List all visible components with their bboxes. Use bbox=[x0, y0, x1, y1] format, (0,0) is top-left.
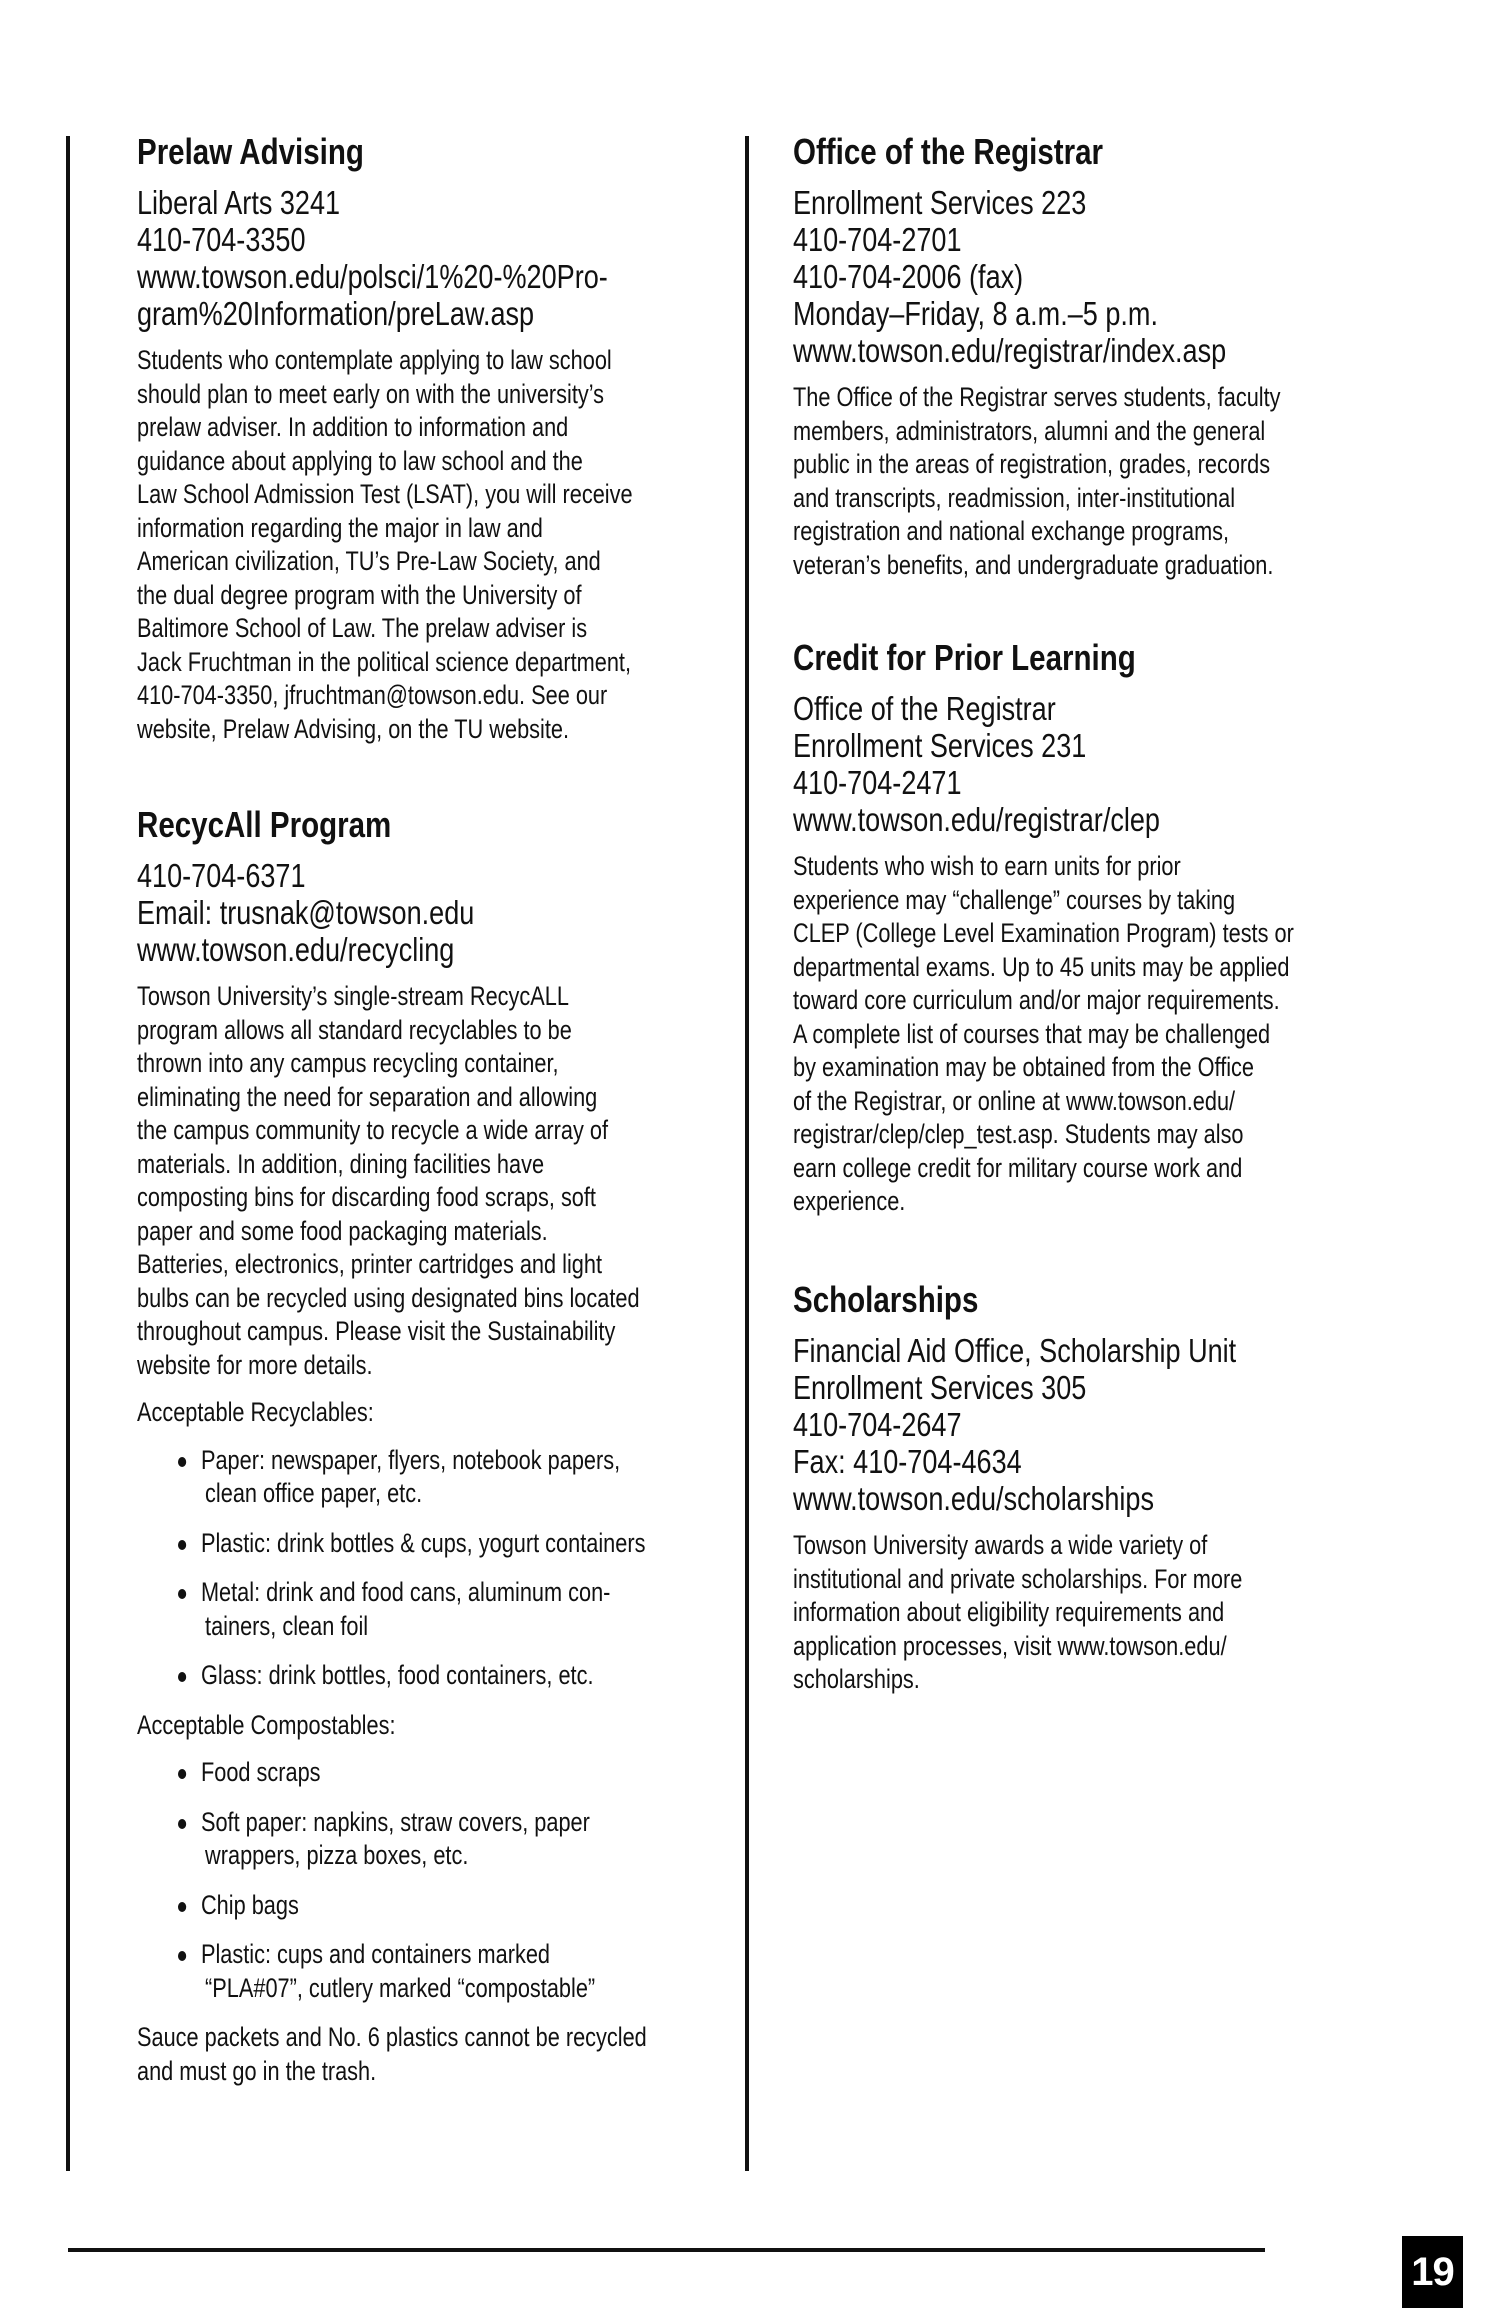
section-title: Credit for Prior Learning bbox=[793, 637, 1136, 678]
contact-block bbox=[137, 184, 621, 332]
text-line: registration and national exchange programs, bbox=[793, 516, 1230, 546]
list-item-text: Soft paper: napkins, straw covers, paper bbox=[200, 1806, 590, 1837]
text-line: Towson University awards a wide variety of bbox=[793, 1530, 1208, 1560]
list-item-text: Paper: newspaper, flyers, notebook papers, bbox=[200, 1444, 621, 1475]
text-line: the dual degree program with the University of bbox=[137, 579, 582, 610]
list-item bbox=[137, 1527, 646, 1561]
list-item-text: Food scraps bbox=[200, 1757, 321, 1787]
list-item bbox=[137, 1576, 621, 1643]
page-number bbox=[1402, 2236, 1463, 2308]
text-line: 410-704-2471 bbox=[793, 764, 962, 801]
text-line: Jack Fruchtman in the political science department, bbox=[137, 646, 631, 677]
bullet-icon bbox=[178, 1672, 186, 1682]
text-line: scholarships. bbox=[793, 1664, 920, 1694]
bullet-icon bbox=[178, 1769, 186, 1779]
text-line: earn college credit for military course work and bbox=[793, 1152, 1243, 1183]
bullet-icon bbox=[178, 1540, 186, 1550]
text-line: throughout campus. Please visit the Sustainability bbox=[137, 1316, 616, 1346]
recyclables-label: Acceptable Recyclables: bbox=[137, 1397, 374, 1427]
text-line: 410-704-2701 bbox=[793, 221, 962, 258]
section-body bbox=[793, 850, 1294, 1219]
section-title: RecycAll Program bbox=[137, 804, 392, 845]
text-line: American civilization, TU’s Pre-Law Society, and bbox=[137, 546, 601, 576]
text-line: should plan to meet early on with the university’s bbox=[137, 378, 605, 409]
text-line: Enrollment Services 223 bbox=[793, 184, 1087, 221]
section-body bbox=[137, 980, 640, 1382]
text-line: Fax: 410-704-4634 bbox=[793, 1443, 1022, 1480]
text-line: www.towson.edu/scholarships bbox=[793, 1480, 1154, 1517]
text-line: thrown into any campus recycling container, bbox=[137, 1048, 559, 1078]
text-line: public in the areas of registration, grades, records bbox=[793, 449, 1271, 479]
text-line: of the Registrar, or online at www.towson.edu/ bbox=[793, 1085, 1236, 1116]
list-item-text: clean office paper, etc. bbox=[205, 1478, 423, 1508]
bullet-icon bbox=[178, 1902, 186, 1912]
bullet-icon bbox=[178, 1951, 186, 1961]
text-line: experience. bbox=[793, 1186, 906, 1216]
text-line: eliminating the need for separation and allowing bbox=[137, 1081, 598, 1112]
text-line: www.towson.edu/recycling bbox=[137, 931, 455, 968]
text-line: program allows all standard recyclables to be bbox=[137, 1014, 572, 1045]
text-line: website, Prelaw Advising, on the TU website. bbox=[137, 713, 570, 744]
text-line: and transcripts, readmission, inter-institutional bbox=[793, 482, 1236, 513]
text-line: Financial Aid Office, Scholarship Unit bbox=[793, 1332, 1237, 1369]
list-item bbox=[137, 1659, 621, 1693]
text-line: 410-704-3350, jfruchtman@towson.edu. See our bbox=[137, 680, 608, 710]
contact-block bbox=[137, 857, 621, 968]
text-line: by examination may be obtained from the Office bbox=[793, 1052, 1255, 1082]
text-line: Towson University’s single-stream RecycALL bbox=[137, 981, 569, 1011]
list-item bbox=[137, 1806, 621, 1873]
contact-block bbox=[793, 184, 1285, 369]
compostables-list bbox=[137, 1756, 621, 2005]
text-line: information regarding the major in law and bbox=[137, 512, 543, 543]
text-line: 410-704-2647 bbox=[793, 1406, 962, 1443]
text-line: Enrollment Services 305 bbox=[793, 1369, 1087, 1406]
list-item-text: wrappers, pizza boxes, etc. bbox=[205, 1840, 469, 1870]
page-number-text: 19 bbox=[1411, 2249, 1454, 2294]
text-line: The Office of the Registrar serves students, faculty bbox=[793, 382, 1281, 412]
text-line: Enrollment Services 231 bbox=[793, 727, 1087, 764]
section-body bbox=[793, 381, 1285, 582]
text-line: 410-704-3350 bbox=[137, 221, 306, 258]
list-item-text: “PLA#07”, cutlery marked “compostable” bbox=[205, 1972, 596, 2003]
center-column-rule bbox=[745, 136, 749, 2171]
list-item-text: tainers, clean foil bbox=[205, 1610, 369, 1641]
list-item bbox=[137, 1889, 621, 1923]
text-line: prelaw adviser. In addition to information and bbox=[137, 412, 569, 442]
bullet-icon bbox=[178, 1819, 186, 1829]
text-line: paper and some food packaging materials. bbox=[137, 1215, 548, 1246]
bullet-icon bbox=[178, 1589, 186, 1599]
text-line: 410-704-2006 (fax) bbox=[793, 258, 1024, 295]
section-title: Scholarships bbox=[793, 1279, 979, 1320]
text-line: www.towson.edu/polsci/1%20-%20Pro- bbox=[137, 258, 608, 295]
text-line: and must go in the trash. bbox=[137, 2055, 377, 2086]
section-body bbox=[793, 1529, 1285, 1697]
section-credit-for-prior-learning bbox=[793, 636, 1294, 1219]
text-line: information about eligibility requirements and bbox=[793, 1597, 1225, 1627]
list-item bbox=[137, 1756, 621, 1790]
text-line: guidance about applying to law school and the bbox=[137, 445, 583, 476]
section-prelaw-advising bbox=[137, 130, 633, 746]
text-line: Students who contemplate applying to law school bbox=[137, 345, 612, 375]
text-line: 410-704-6371 bbox=[137, 857, 306, 894]
text-line: www.towson.edu/registrar/clep bbox=[793, 801, 1160, 838]
text-line: application processes, visit www.towson.edu/ bbox=[793, 1630, 1227, 1661]
text-line: Monday–Friday, 8 a.m.–5 p.m. bbox=[793, 295, 1158, 332]
text-line: gram%20Information/preLaw.asp bbox=[137, 295, 535, 332]
text-line: composting bins for discarding food scraps, soft bbox=[137, 1182, 596, 1212]
list-item-text: Plastic: cups and containers marked bbox=[200, 1939, 551, 1969]
section-recycall-program bbox=[137, 803, 647, 2088]
text-line: website for more details. bbox=[137, 1349, 373, 1380]
list-item-text: Chip bags bbox=[200, 1889, 299, 1920]
footer-rule bbox=[68, 2248, 1265, 2252]
text-line: veteran’s benefits, and undergraduate graduation. bbox=[793, 549, 1274, 580]
list-item-text: Plastic: drink bottles & cups, yogurt containers bbox=[200, 1527, 646, 1558]
text-line: bulbs can be recycled using designated bins located bbox=[137, 1282, 640, 1313]
text-line: toward core curriculum and/or major requirements. bbox=[793, 985, 1280, 1015]
text-line: Office of the Registrar bbox=[793, 690, 1056, 727]
text-line: Batteries, electronics, printer cartridges and light bbox=[137, 1249, 603, 1279]
contact-block bbox=[793, 1332, 1285, 1517]
list-item-text: Metal: drink and food cans, aluminum con- bbox=[200, 1577, 611, 1607]
text-line: institutional and private scholarships. For more bbox=[793, 1563, 1243, 1594]
bullet-icon bbox=[178, 1457, 186, 1467]
footer-note bbox=[137, 2021, 647, 2088]
text-line: registrar/clep/clep_test.asp. Students may also bbox=[793, 1119, 1244, 1149]
text-line: A complete list of courses that may be challenged bbox=[793, 1018, 1271, 1049]
section-title: Office of the Registrar bbox=[793, 131, 1104, 172]
section-title: Prelaw Advising bbox=[137, 131, 364, 172]
section-scholarships bbox=[793, 1278, 1285, 1697]
section-body bbox=[137, 344, 633, 746]
text-line: Students who wish to earn units for prior bbox=[793, 851, 1181, 881]
list-item bbox=[137, 1938, 621, 2005]
text-line: departmental exams. Up to 45 units may be applied bbox=[793, 951, 1290, 982]
text-line: Sauce packets and No. 6 plastics cannot be recycled bbox=[137, 2022, 647, 2052]
list-item bbox=[137, 1444, 621, 1511]
text-line: Law School Admission Test (LSAT), you will receive bbox=[137, 479, 633, 509]
compostables-label: Acceptable Compostables: bbox=[137, 1709, 396, 1740]
text-line: the campus community to recycle a wide array of bbox=[137, 1115, 609, 1145]
text-line: www.towson.edu/registrar/index.asp bbox=[793, 332, 1227, 369]
section-office-of-the-registrar bbox=[793, 130, 1285, 582]
text-line: members, administrators, alumni and the general bbox=[793, 415, 1266, 446]
text-line: Baltimore School of Law. The prelaw adviser is bbox=[137, 613, 588, 643]
list-item-text: Glass: drink bottles, food containers, etc. bbox=[200, 1660, 594, 1690]
text-line: Liberal Arts 3241 bbox=[137, 184, 341, 221]
text-line: Email: trusnak@towson.edu bbox=[137, 894, 475, 931]
text-line: materials. In addition, dining facilities have bbox=[137, 1148, 545, 1179]
text-line: CLEP (College Level Examination Program) tests or bbox=[793, 918, 1294, 948]
left-column-rule bbox=[66, 136, 70, 2171]
recyclables-list bbox=[137, 1444, 646, 1693]
contact-block bbox=[793, 690, 1285, 838]
text-line: experience may “challenge” courses by taking bbox=[793, 884, 1236, 915]
